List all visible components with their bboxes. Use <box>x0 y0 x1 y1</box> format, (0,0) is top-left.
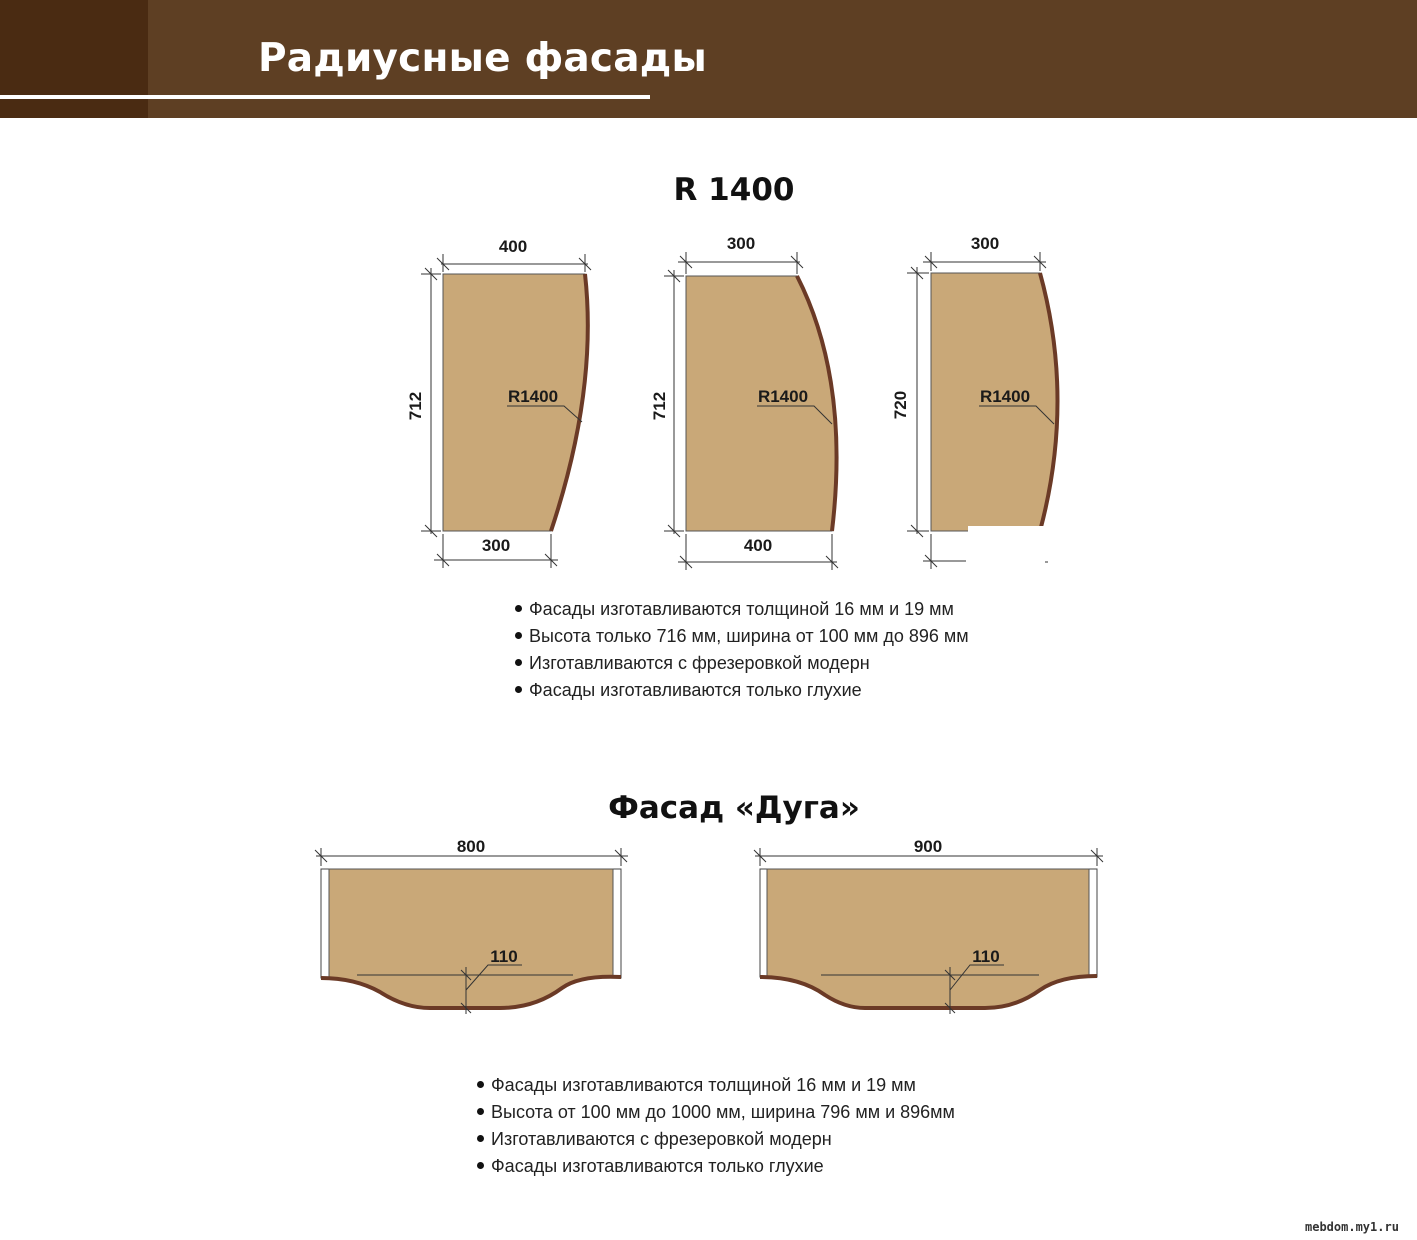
radius-label: R1400 <box>507 387 559 406</box>
note-item: Высота только 716 мм, ширина от 100 мм до 896 мм <box>515 623 969 650</box>
radius-label: R1400 <box>979 387 1031 406</box>
dim-width: 800 <box>456 837 486 856</box>
side-edge-left <box>760 869 767 977</box>
side-edge-right <box>1089 869 1097 977</box>
page-title: Радиусные фасады <box>258 36 707 81</box>
dim-height: 712 <box>406 391 425 421</box>
note-item: Фасады изготавливаются только глухие <box>515 677 969 704</box>
dim-height: 712 <box>650 391 669 421</box>
dim-width: 900 <box>913 837 943 856</box>
bullet-icon <box>477 1162 484 1169</box>
dim-top-width: 400 <box>498 237 528 256</box>
dim-bottom-width: 300 <box>481 536 511 555</box>
dim-height: 720 <box>891 390 910 420</box>
radius-label: R1400 <box>757 387 809 406</box>
bullet-icon <box>477 1135 484 1142</box>
arc-panel-1 <box>315 837 628 1014</box>
dim-top-width: 300 <box>726 234 756 253</box>
note-item: Фасады изготавливаются только глухие <box>477 1153 955 1180</box>
watermark: mebdom.my1.ru <box>1305 1220 1399 1234</box>
side-edge-right <box>613 869 621 978</box>
note-item: Изготавливаются с фрезеровкой модерн <box>477 1126 955 1153</box>
arc-panel-2 <box>754 837 1103 1014</box>
note-item: Фасады изготавливаются толщиной 16 мм и 19 мм <box>477 1072 955 1099</box>
note-item: Фасады изготавливаются толщиной 16 мм и 19 мм <box>515 596 969 623</box>
arc-section-title: Фасад «Дуга» <box>608 790 860 826</box>
note-item: Высота от 100 мм до 1000 мм, ширина 796 мм и 896мм <box>477 1099 955 1126</box>
side-edge-left <box>321 869 329 978</box>
arc-depth-label: 110 <box>490 947 518 966</box>
arc-notes <box>477 1072 955 1180</box>
dim-bottom-width: 400 <box>743 536 773 555</box>
bullet-icon <box>477 1081 484 1088</box>
arc-depth-label: 110 <box>972 947 1000 966</box>
dim-top-width: 300 <box>970 234 1000 253</box>
note-item: Изготавливаются с фрезеровкой модерн <box>515 650 969 677</box>
bullet-icon <box>477 1108 484 1115</box>
radius-section-title: R 1400 <box>673 172 795 208</box>
